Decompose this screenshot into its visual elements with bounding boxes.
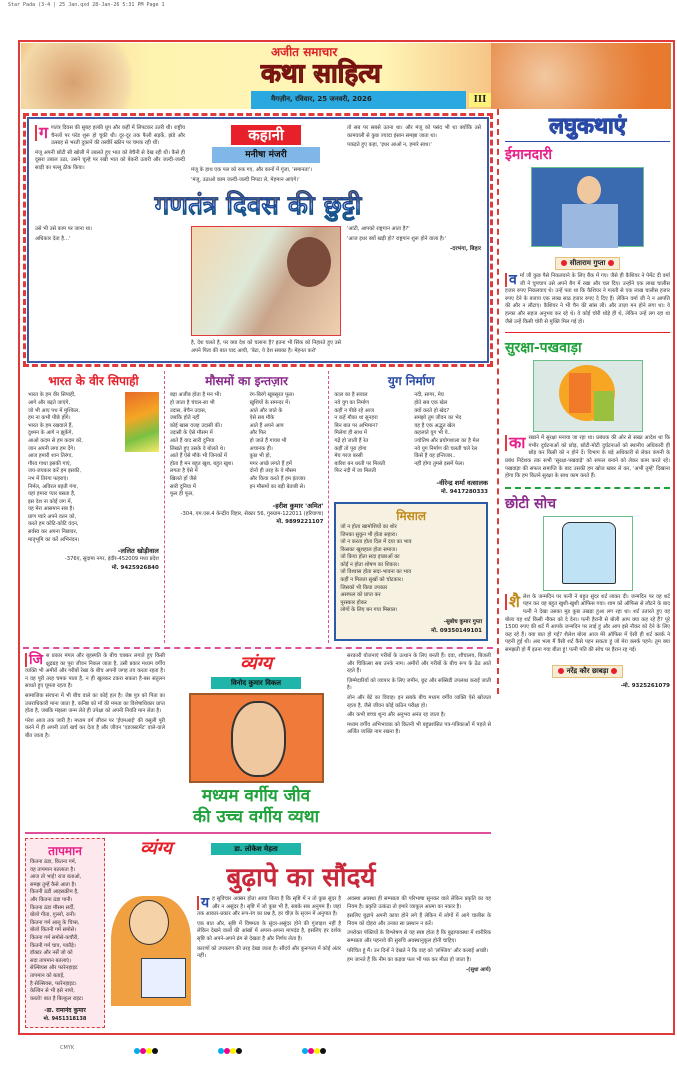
paragraph: उसे भी उसे काम पर जाना था। [35,226,93,233]
byline-row [505,250,670,270]
poem-line: किसे है यह इन्तिजार.. [414,453,456,460]
paragraph: 'आज इधर क्यों खड़ी हो? राष्ट्रगान शुरू होने वाला है।' [347,235,447,242]
paragraph: सामाजिक संरचना में भी बीच वाले का कोई हल है। जेष्ठ पुत्र को पिता का उत्तराधिकारी माना जाता है, कनिष्ठ को माँ की ममता का विशेषाधिकार प्राप्त होता है, जबकि मंझला जन्म लेते ही उपेक्षा को अपनी नियति मान लेता है। [25,693,165,715]
dateline: मैगज़ीन, रविवार, 25 जनवरी, 2026 [271,95,372,103]
vyang2-headline: बुढ़ापे का सौंदर्य [226,863,376,894]
poem-line: कितना गर्म समोसे-कचौरी, [30,934,79,941]
story-column-1 [35,125,185,186]
poem-address: -376ए, सुदामा नगर, इंदौर-452009 मध्य प्रदेश [64,556,159,563]
print-slug: Star Pada (3-4 | 25 Jan.qxd 28-Jan-26 5:31 PM Page 1 [8,2,165,8]
author-name: नरेंद्र कौर छाबड़ा [566,667,609,676]
paragraph: परिचित हूं मैं। उन दिनों ने देखते ने कि वाहं को 'लफ्जिय' और कलाई अच्छी। [347,947,489,954]
poem-line: नदी, सागर, मेघ [414,392,444,399]
vyang2-section [111,838,491,1028]
dot-icon [561,260,567,266]
poem-line: आते हैं याद सारी दुनिया [169,437,215,444]
poem-line: न कहें मौका था सुनहरा [334,415,378,422]
poem-line: उदासी के ऐसे मौसम में [169,430,213,437]
poem-line: नहीं होगा तुमसे इसमें फेल। [414,460,465,467]
paragraph: रखाने में सुरक्षा मनाया जा रहा था। प्रबंधक की ओर से सख्त आदेश था कि गंभीर दुर्घटनाओं को छोड़, छोटी-मोटी दुर्घटनाओं को स्थानीय अधिकारी ही छोड़ कर किसी को न होने दें। विभाग के बड़े अधिकारी से लेकर कंपनी के प्रबंध निदेशक तक सभी 'सुरक्षा-पखवाड़े' को सफल बनाने को लेकर काम करते रहे। पखवाड़ा की सफल समाप्ति के बाद उसकी हम खोज खबर ले कर, 'अभी तुम्हें' दिखाना होगा कि हम कितने सुरक्षा के साथ काम करते हैं। [505,435,670,480]
misal-phone: मो. 09350149101 [431,628,482,635]
dropcap: शै [505,594,520,610]
paragraph: पकड़ते हुए कहा, 'इधर आओ न, हमारे साथ।' [347,142,432,149]
cmyk-label: CMYK [60,1045,75,1052]
poem-line: जो विश्वास होता सदा-भावना का भाव [340,569,412,576]
color-registration-marks [134,1039,158,1058]
poem-line: और फिर [249,430,267,437]
poem-line: आगे और बढ़ते जाएंगे, [28,399,71,406]
story-bottom [35,226,481,355]
poem-line: कहलाते युग भी ये.. [414,430,451,437]
poem [328,371,493,643]
paragraph: लोन और बेटे का विवाह। इन सबके बीच मध्यम वर्गीय व्यक्ति ऐसे खोजता रहता है, जैसे जीवन कोई कठिन परीक्षा हो। [347,695,491,709]
face [129,900,169,945]
poem-line: डॉक्टर और नर्सें जो को [30,950,73,957]
shirt [562,204,618,248]
poem-phone: मो. 9451318138 [43,1016,87,1023]
poem-line: नये युग निर्माण की चलती चले रेल [414,445,478,452]
poem-line: दोनों ही तरह के ये मौसम [249,468,297,475]
vyang1-label: व्यंग्य [239,653,273,675]
poem-lines [170,392,324,498]
poem-author: -हरीश कुमार 'अमित' [272,501,324,510]
paragraph: परेश आज तक जारी है। मध्यम वर्ग जीवन पर 'ईएमआई' की वसूली पूरी करने में ही अपनी उर्जा खर्च कर देता है और जीवन 'एडजस्टमेंट' वाले-वाले बीत जाता है। [25,717,165,739]
poem-line: होते सब एक खेल [414,399,448,406]
story-column-3 [347,125,481,186]
misal-box [334,502,488,641]
face [577,176,601,204]
story-signoff: -दरभंगा, बिहार [449,246,481,253]
story-headline: गणतंत्र दिवस की छुट्टी [35,190,481,222]
paragraph: मंजू अपनी छोटी सी खोली में उबलते हुए भात को बेचैनी से देख रही थी। कैसे ही दूसरा उबाल उठा, उसने चूल्हे पर रखी भात को बेकरी उतारी और जल्दी-जल्दी साड़ी का पल्लू ठीक किया। [35,149,185,171]
poem-phone: मो. 9899221107 [276,519,324,526]
poem-line: जय-जयकार करें हम इसकी, [28,468,81,475]
shirt-illustration [543,516,633,591]
vyang1-illustration [189,693,324,783]
poem-line: हो जाते हैं गायब भी [249,437,287,444]
poem-title: तापमान [48,844,82,859]
poem-line: इन मौसमों का बड़ी बेताबी से। [249,483,306,490]
poem-line: कितना गर्म आलू के चिप्स, [30,919,80,926]
headline-line: मध्यम वर्गीय जीव [201,786,311,807]
poem-line: यहां हमारा प्यार बसता है, [28,491,76,498]
story-text [505,435,670,481]
poem-line: हो जाता है चंचल-सा भी [169,399,215,406]
poem-line: निर्मल, अविरल बहती गंगा, [28,483,79,490]
poem-line: जबकि होते नहीं [169,415,200,422]
poem-line: खिलते हों जैसे [169,475,197,482]
section-title: कथा साहित्य [261,59,381,89]
color-registration-marks [218,1039,242,1058]
poem-lines [30,859,100,1003]
misal-author: -सुबोध कुमार गुप्ता [443,619,482,626]
divider [505,332,670,333]
poem-line: मगर अच्छे लगते हैं हमें [249,460,292,467]
vyang1-author: विनोद कुमार विकल [211,677,301,689]
poem-line: आज तो भाई! राज बताओ, [30,874,82,881]
poem-line: करते हम कोटि-कोटि वंदन, [28,521,79,528]
story-top [35,125,481,186]
paragraph: इसलिए बुढ़ापे अपनी काया होने लगे हैं लेकिन में लोगों में आगे चालीस के नियम को दोहरा और उनका सा प्रस्थान न करें। [347,913,491,927]
newspaper [141,958,186,998]
poem-line: गौरव गाथा इसकी गाएं, [28,460,72,467]
poem-line: बिन बात पर अभिमान? [334,422,378,429]
story-column-4 [35,226,185,355]
poem-line: कहीं न मिलता सुखों को चोटकार। [340,577,403,584]
poem-line: अचानक ही। [249,445,273,452]
poem-line: नभ में तिरंगा फहराएं। [28,475,69,482]
poem-line: बोलो कितनी गर्म समोसे। [30,927,77,934]
poem-line: सर्वस्व कर अपना निछावर, [28,529,78,536]
headline-line: की उच्च वर्गीय व्यथा [193,807,319,828]
poem-title: युग निर्माण [387,374,435,389]
dropcap: य [197,896,209,910]
paragraph: अधिकार देता है...' [35,235,71,242]
closing: -(सुधा आर्य) [465,966,491,973]
poem-phone: मो. 9417280333 [441,488,488,495]
story-author-badge [552,665,624,678]
poem-line: यह है एक अद्भुत खेल [414,422,455,429]
poem-address: -304, एम.एस.4 केन्द्रीय विहार, सेक्टर 56, गुरुग्राम-122011 (हरियाणा) [180,510,324,517]
poem-line: कहीं न पीछे रहे आज [334,407,374,414]
paragraph: 'मंजू, उठाओ काम जल्दी-जल्दी निपटा ले, मेहमान आएंगे।' [191,176,300,183]
poem-line: कुछ भी हो, [249,453,272,460]
paragraph-text: स प्रकार मंगल और बृहस्पति के बीच चक्कर लगाते हुए किसी क्षुद्रग्रह का पूरा जीवन निकल जाता है, उसी प्रकार मध्यम वर्गीय व्यक्ति भी अमीरों और गरीबों रेखा के बीच अपनी जगह तय करता रहता है। न वह पूरी तरह चमक पाता है, न ही खुलकर टकरा सकता है-बस संतुलन साधते हुए घूमता रहता है। [25,653,165,690]
poem-line: गढ़ें हो जाती हैं रेत [334,437,369,444]
paragraph: है, देश चलते है, पर क्या देश को चलाना है? इतना भी सिंक को निहारते हुए उसे अपने पिता की बात याद आयी, 'बेटा, ये देश सबका है। मेहनत करो' [191,340,341,354]
poem-line: लोगों के लिए बन गया मिसाल। [340,607,398,614]
poem-line: इस देश ना कोई जग में, [28,498,73,505]
poem-line: कोई खास वजह उदासी की। [169,422,222,429]
story-title: छोटी सोच [505,495,556,512]
poem-line: आते और जाते के [249,407,283,414]
dot-icon [611,668,617,674]
vyang1-column-1 [25,653,165,828]
poem-line: जो किया होता सदा इच्छाओं का [340,554,400,561]
vyang2-author: डा. लोकेश मेहता [211,843,301,855]
paragraph: कारणों को उपकरण की तरह देखा जाता है। सौंदर्य और कुरूपता में कोई अंतर नहीं। [197,945,341,960]
man-pointing-illustration [531,167,644,247]
poem-line: रंग-बिरंगे खूबसूरत फूल। [249,392,295,399]
dropcap: का [505,435,525,451]
poem-author: -वीरेन्द्र शर्मा वत्सालक [436,478,488,487]
masthead-illustration-right [491,43,671,109]
poem-line: फिर नदी में जा मिलती [334,468,377,475]
poem-line: सारी दुनिया में [169,483,196,490]
poem-line: जिनका सुकून भी होता सहारा। [340,531,398,538]
publication-name: अजीत समाचार [271,45,338,59]
poem-line: सदा तापमान बतलाएं। [30,957,72,964]
main-column [21,109,495,1032]
injured-worker [594,391,614,421]
poem-line: कोई न होता शोषण का शिकार। [340,561,400,568]
paragraph-text: ह सुविचार अक्सर होता आया किया है कि सृष्टि में न तो कुछ सुंदर है और न असुंदर है। सृष्टि में जो कुछ भी है, सबके सब अनुपम हैं। जहां तक आकार-प्रकार और रूप-रंग का प्रश्न है, हर चीज़ के सृजन में अनुपात है। [197,896,341,918]
paragraph: एक बात और, सृष्टि में विषमता के सुंदर-असुंदर होने की गुंजाइश नहीं है लेकिन देखने वालों की आंखों में अपना-अपना मापदंड है, इसलिए हर दर्शक सृष्टि को अपने-अपने ढंग से देखता है और निर्णय लेता है। [197,920,341,942]
poem-line: जो भी आए पथ में मुश्किल, [28,407,80,414]
poem-line: खुशियों के समन्दर में। [249,399,291,406]
poem-line: जिसको भी किया उपकार [340,584,388,591]
poem-line: सेल्सियस और फारेनहाइट [30,965,78,972]
paragraph: तो सब पर सबसे उतना था। और मंजू को पसंद भी था क्योंकि उसे कामवाली से कुछ ज्यादा इंसान समझा जाता था। [347,125,481,139]
right-column [497,109,674,694]
poem-line: बड़ा अजीब होता है मन भी। [169,392,222,399]
poem-line: कितना ठंडा मौसम सर्दी, [30,904,75,911]
paragraph: अवस्था अवस्था ही सम्पन्नता की परिभाषा सुनकर वाले लेकिन प्रकृति का यह नियम है। प्रकृति उत्कंठा तो हमारे व्याकुल आत्मा का नकार है। [347,896,491,910]
poem-line: असफल को प्राप्त कर [340,592,381,599]
vyang2-label: व्यंग्य [139,838,173,860]
poem-title: मौसमों का इन्तज़ार [205,374,288,389]
misal-title: मिसाल [396,508,427,523]
poem-line: कितनी गर्म चाय, पकौड़े। [30,942,76,949]
poem-line: है सेल्सियस, फारेनहाइट। [30,980,77,987]
story-author: मनीषा मंजरी [212,147,320,163]
soldier-illustration [125,392,159,452]
poems-row [23,371,493,649]
paragraph: र्मा जी कुछ पैसे निकलवाने के लिए बैंक में गए। जैसे ही कैशियर ने पेमेंट दी वर्मा जी ने चुपचाप उसे अपने बैग में रखा और चल दिए। उन्होंने एक लाख चालीस हजार रुपए निकलवाए थे। उन्हें पता था कि कैशियर ने गलती से एक लाख चालीस हजार रुपए देने के बजाय एक लाख साठ हजार रुपए दे दिए हैं। लेकिन वर्मा जी ने न आपत्ति की और न लौटाए। कैशियर ने भी चैन की सांस ली। और ताज़ा मन होने लगा था। वे हल्का और सहज अनुभव कर रहे थे। वे कोई चोरी थोड़े ही थे, लेकिन उन्हें लग रहा था जैसे उन्हें किसी चोरी से मुक्ति मिल गई हो। [505,273,670,325]
poem-line: यह तापमान बतलाता है। [30,866,76,873]
poem-line: कितनी ठंडी आइसक्रीम है, [30,889,79,896]
story-column-2 [191,167,341,184]
dropcap: व [505,273,517,287]
poem-line: काल का है सवाल [334,392,368,399]
shirt-icon [562,522,616,584]
divider [505,487,670,489]
kahani-label: कहानी [231,125,301,145]
poem-line: जो न करता होता दिल में दया का भाव [340,539,412,546]
story-column-5 [347,226,481,355]
poem-line: आओ कदम से हम कदम को, [28,437,83,444]
vyang1-column-3 [347,653,491,828]
paragraph: लेश के जन्मदिन पर पत्नी ने बहुत सुंदर शर्ट लाकर दी। जन्मदिन पर वह शर्ट पहन कर वह बहुत खुशी-खुशी ऑफिस गया। शाम को ऑफिस से लौटने के बाद पत्नी ने देखा उसका मूड कुछ उखड़ा हुआ लग रहा था। शर्ट उतारते हुए वह बोला यह शर्ट किसी नौकर को दे देना। पत्नी हैरानी से बोली आप क्या कह रहे हैं? पूरे 1500 रुपए की शर्ट मैं आपके जन्मदिन पर लाई हूं और आप इसे नौकर को देने के लिए कह रहे हैं। क्या बात हो गई? शैलेश बोला आज मेरे ऑफिस में ऐसी ही शर्ट क्लर्क ने पहनी हुई थी। अब भला मैं वैसी शर्ट कैसे पहन सकता हूं जो मेरा क्लर्क पहने। तुम क्या समझती हो मैं इतना गया बीता हूं! पत्नी पति की सोच पर हैरान रह गई। [505,593,670,653]
poem-line: लगता है ऐसे में [169,468,198,475]
poem-line: और किया करते हैं हम इंतजार [249,475,306,482]
poem-author: -ललित खोड़ीवाल [117,547,159,556]
paragraph: 'आंटी, आपको राष्ट्रगान आता है?' [347,226,410,233]
story-text [505,591,670,655]
paragraph: और कभी बच्चा शून्य और अनुभव अनंत रह जाता है। [347,712,446,719]
story-photo-column [191,226,341,355]
dot-icon [558,668,564,674]
paragraph: सरकारी योजनाएं गरीबों के उत्थान के लिए बनती हैं। दवा, शौचालय, बिजली और चिकित्सा सब उनके नाम। अमीरों और गरीबों के बीच रूप के ठेंठ आते रहते हैं। [347,653,491,675]
poem-line: बारिश बन धरती पर मिलती [334,460,386,467]
man-face-cartoon [231,701,286,777]
poem-line: और कितना ठंडा पानी। [30,897,73,903]
story-text [505,273,670,326]
poem-line: जो न होता खामोशियों का शोर [340,523,397,530]
poem-line: मेघ गरज बरसी [334,453,363,460]
byline-row [505,658,670,678]
paragraph: मंजू के हाथ एक पल को रुक गए, और कानों में गूंजा, 'समानता'। [191,167,313,173]
vyang1-section [25,653,491,834]
bottom-row [25,838,491,1028]
story-title: सुरक्षा-पखवाड़ा [505,340,582,357]
print-registration [60,1041,677,1055]
poem-title: भारत के वीर सिपाही [48,374,139,389]
poem-line: नये युग का निर्माण [334,399,369,406]
poem-line: आते हैं अपने आप [249,422,284,429]
poem-line: मातृभूमि का करें अभिनंदन। [28,536,80,543]
poem-line: यह मेरा आसमान सब है। [28,506,75,513]
worker-vest [569,373,591,413]
poem-line: पुरस्कार होकर [340,599,367,606]
paragraph [35,125,185,148]
poem [23,371,164,643]
poem-phone: मो. 9425926840 [111,564,159,571]
poem-line: जान अपनी लगा हम देंगे। [28,445,76,452]
vyang1-headline [171,786,341,828]
vyang1-header [171,653,341,828]
color-registration-marks [302,1039,326,1058]
poem-line: फूल ही फूल, [169,491,194,498]
dot-icon [608,260,614,266]
poem [164,371,329,643]
paragraph [25,653,165,691]
page-body [21,109,672,1032]
story-author-badge [555,257,621,270]
dropcap: ग [35,125,48,141]
poem-line: प्राण प्यारे अपने वतन को, [28,513,77,520]
story-section [23,113,493,367]
vyang2-header [111,838,491,860]
poem-line: दुश्मन के आगे न झुकेंगे, [28,430,74,437]
old-man-reading-illustration [111,896,191,1006]
paragraph: हम जानते हैं कि नीम का कड़वा फल भी पक कर मीठा हो जाता है। [347,957,472,964]
author-name: सीताराम गुप्ता [569,259,606,267]
poem-line: भारत के हम वीर सिपाही, [28,392,76,399]
vyang2-text [197,896,491,1006]
paragraph: मध्यम वर्गीय अभिभावक को कितनी भी बहुप्रशंसित पत्र-पत्रिकाओं में पहले से अर्जित व्यक्ति नाम रखना है। [347,721,491,736]
poem-line: कितना ठंडा, कितना गर्म, [30,859,77,866]
poem-line: ज्योतिष और प्रयोगशाला का है मेल [414,437,480,444]
poem-line: मिलेगा ही साथ में [334,430,367,437]
masthead-illustration-left [21,43,151,109]
story-phone: -मो. 9325261079 [620,683,670,690]
tapman-box [25,838,105,1028]
poem-line: ऐसे सब मौके [249,415,275,422]
worker-injury-illustration [533,360,643,432]
vyang2-body [111,896,491,1006]
masthead [21,43,671,109]
poem-line: होता है मन बहुत खुश, बहुत खुश। [169,460,234,467]
dropcap: जि [25,653,43,667]
poem-line: लिखते हुए उसके वे बोलते थे। [169,445,226,452]
poem-line: समझ तुम्हें कैसे आता है। [30,881,77,888]
story-header [191,125,341,186]
poem-line: क्यों करते हो खेद? [414,407,450,414]
page-number: III [469,93,491,107]
paragraph: ज़िम्मेदारियों को व्यापार के लिए जमीन, छूट और सब्सिडी उपलब्ध कराई जाती है। [347,677,491,692]
poem-line: आते हैं ऐसे मौके भी जिनकों में [169,453,228,460]
poem-line: हम ना कभी पीछे होंगे। [28,415,71,422]
laghukatha-title: लघुकथाएं [505,113,670,142]
poem-author: -डा. रामानंद कुमार [44,1007,86,1015]
poem-line: किसका खुशहाल होता समाज। [340,546,398,553]
poem-line: केल्विन से भी इसे नापो, [30,988,75,995]
poem-line: कहीं तो पूरा होगा [334,445,367,452]
poem-line: कब्तो! बात है बिल्कुल राइट। [30,995,84,1002]
poem-line: आज हमारी शान तिरंगा, [28,453,73,460]
poem-line: तापमान को बताई, [30,972,65,979]
poem-line: भारत के हम रखवाले हैं, [28,422,74,429]
paragraph: उपरोक्त पंक्तियों के विश्लेषण से यह स्पष्ट होता है कि बुढ़ापावस्था में शारीरिक सम्पन्नता और पहनावे की सुरुचि अवस्थानुकूल होनी चाहिए। [347,930,491,944]
story-photo [191,226,341,336]
poem-line: समझो तुम जीवन का भेद [414,415,462,422]
poem-line: बोलो गीता, गुल्लो, रानी। [30,912,76,919]
poem-lines [340,524,482,615]
woman-portrait [287,237,331,287]
poem-lines [334,392,488,476]
paragraph [197,896,341,919]
poem-line: उदास, बेचैन उदास, [169,407,207,414]
story-title: ईमानदारी [505,147,553,163]
page-frame [18,40,675,1035]
paragraph-text: णतंत्र दिवस की सुबह हल्की धूप और कहीं में लिपटकर उतरी थी। राष्ट्रीय चैनलों पर परेड शुरू हो चुकी थी। दूर-दूर तक फैली सड़कें, झंडे और उत्साह से भरती दुकानें की तस्वीरें स्क्रीन पर चमक रही थीं। [51,125,185,147]
